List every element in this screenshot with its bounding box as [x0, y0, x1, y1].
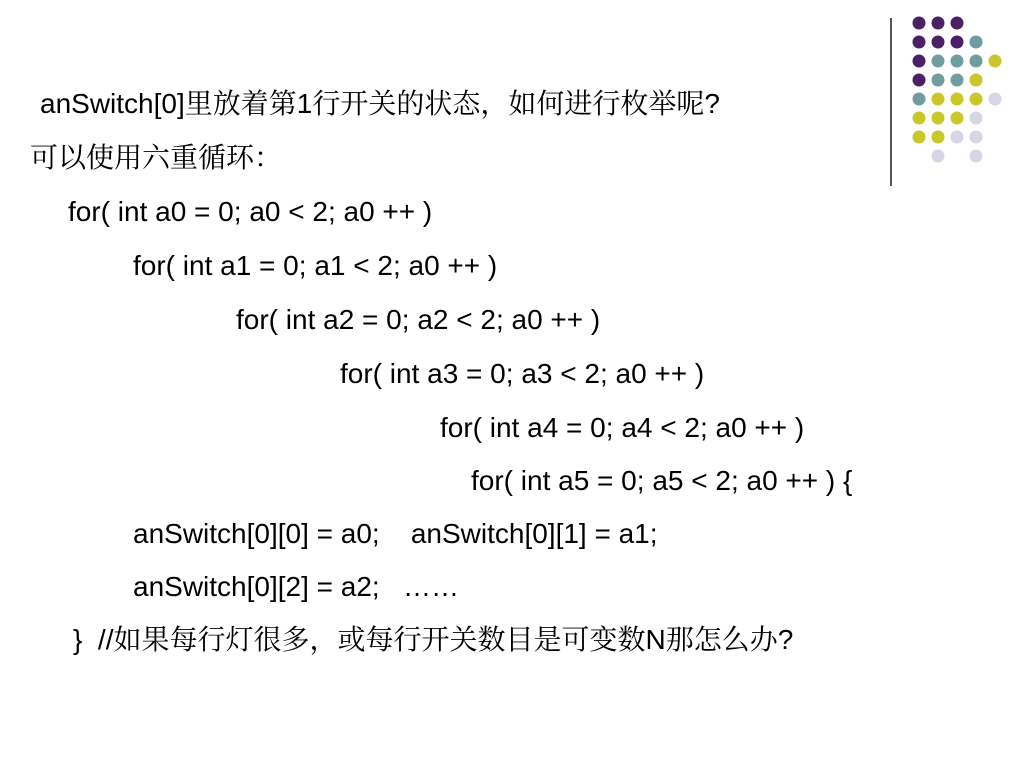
decorative-dot	[951, 17, 964, 30]
code-line-loop-a4: for( int a4 = 0; a4 < 2; a0 ++ )	[440, 412, 805, 443]
code-line-loop-a0: for( int a0 = 0; a0 < 2; a0 ++ )	[68, 196, 433, 227]
decorative-dot	[951, 131, 964, 144]
decorative-dot	[913, 55, 926, 68]
decorative-dot	[989, 93, 1002, 106]
intro-question-text: anSwitch[0]里放着第1行开关的状态，如何进行枚举呢?	[40, 88, 720, 119]
code-line-loop-a2: for( int a2 = 0; a2 < 2; a0 ++ )	[236, 304, 601, 335]
decorative-dot	[970, 55, 983, 68]
decorative-dot	[951, 36, 964, 49]
code-line-loop-a1: for( int a1 = 0; a1 < 2; a0 ++ )	[133, 250, 498, 281]
decorative-dot	[951, 112, 964, 125]
decorative-dot	[951, 74, 964, 87]
decorative-dot	[913, 36, 926, 49]
decorative-dot	[970, 93, 983, 106]
decorative-dot	[932, 131, 945, 144]
decorative-dot	[970, 36, 983, 49]
code-line-closing-comment: } //如果每行灯很多，或每行开关数目是可变数N那怎么办?	[73, 624, 794, 655]
decorative-dot	[951, 55, 964, 68]
decorative-dot	[932, 17, 945, 30]
decorative-dot	[913, 112, 926, 125]
decorative-dot	[970, 150, 983, 163]
decorative-dot	[913, 93, 926, 106]
dot-grid	[913, 17, 1002, 163]
code-line-loop-a5: for( int a5 = 0; a5 < 2; a0 ++ ) {	[471, 465, 853, 496]
decorative-dot	[970, 112, 983, 125]
code-line-assign-1: anSwitch[0][0] = a0; anSwitch[0][1] = a1;	[133, 518, 658, 549]
decorative-dot	[932, 150, 945, 163]
decorative-dot	[932, 112, 945, 125]
decorative-dot	[989, 55, 1002, 68]
decorative-dot	[951, 93, 964, 106]
decorative-dot	[932, 74, 945, 87]
decorative-dot	[913, 131, 926, 144]
decorative-dot	[932, 55, 945, 68]
code-line-loop-a3: for( int a3 = 0; a3 < 2; a0 ++ )	[340, 358, 705, 389]
decorative-dot	[970, 74, 983, 87]
decorative-dot	[913, 17, 926, 30]
decorative-dot	[970, 131, 983, 144]
decorative-dot	[932, 93, 945, 106]
decorative-dot	[932, 36, 945, 49]
intro-answer-text: 可以使用六重循环：	[30, 142, 283, 173]
decorative-dot	[913, 74, 926, 87]
code-line-assign-2: anSwitch[0][2] = a2; ……	[133, 571, 460, 602]
